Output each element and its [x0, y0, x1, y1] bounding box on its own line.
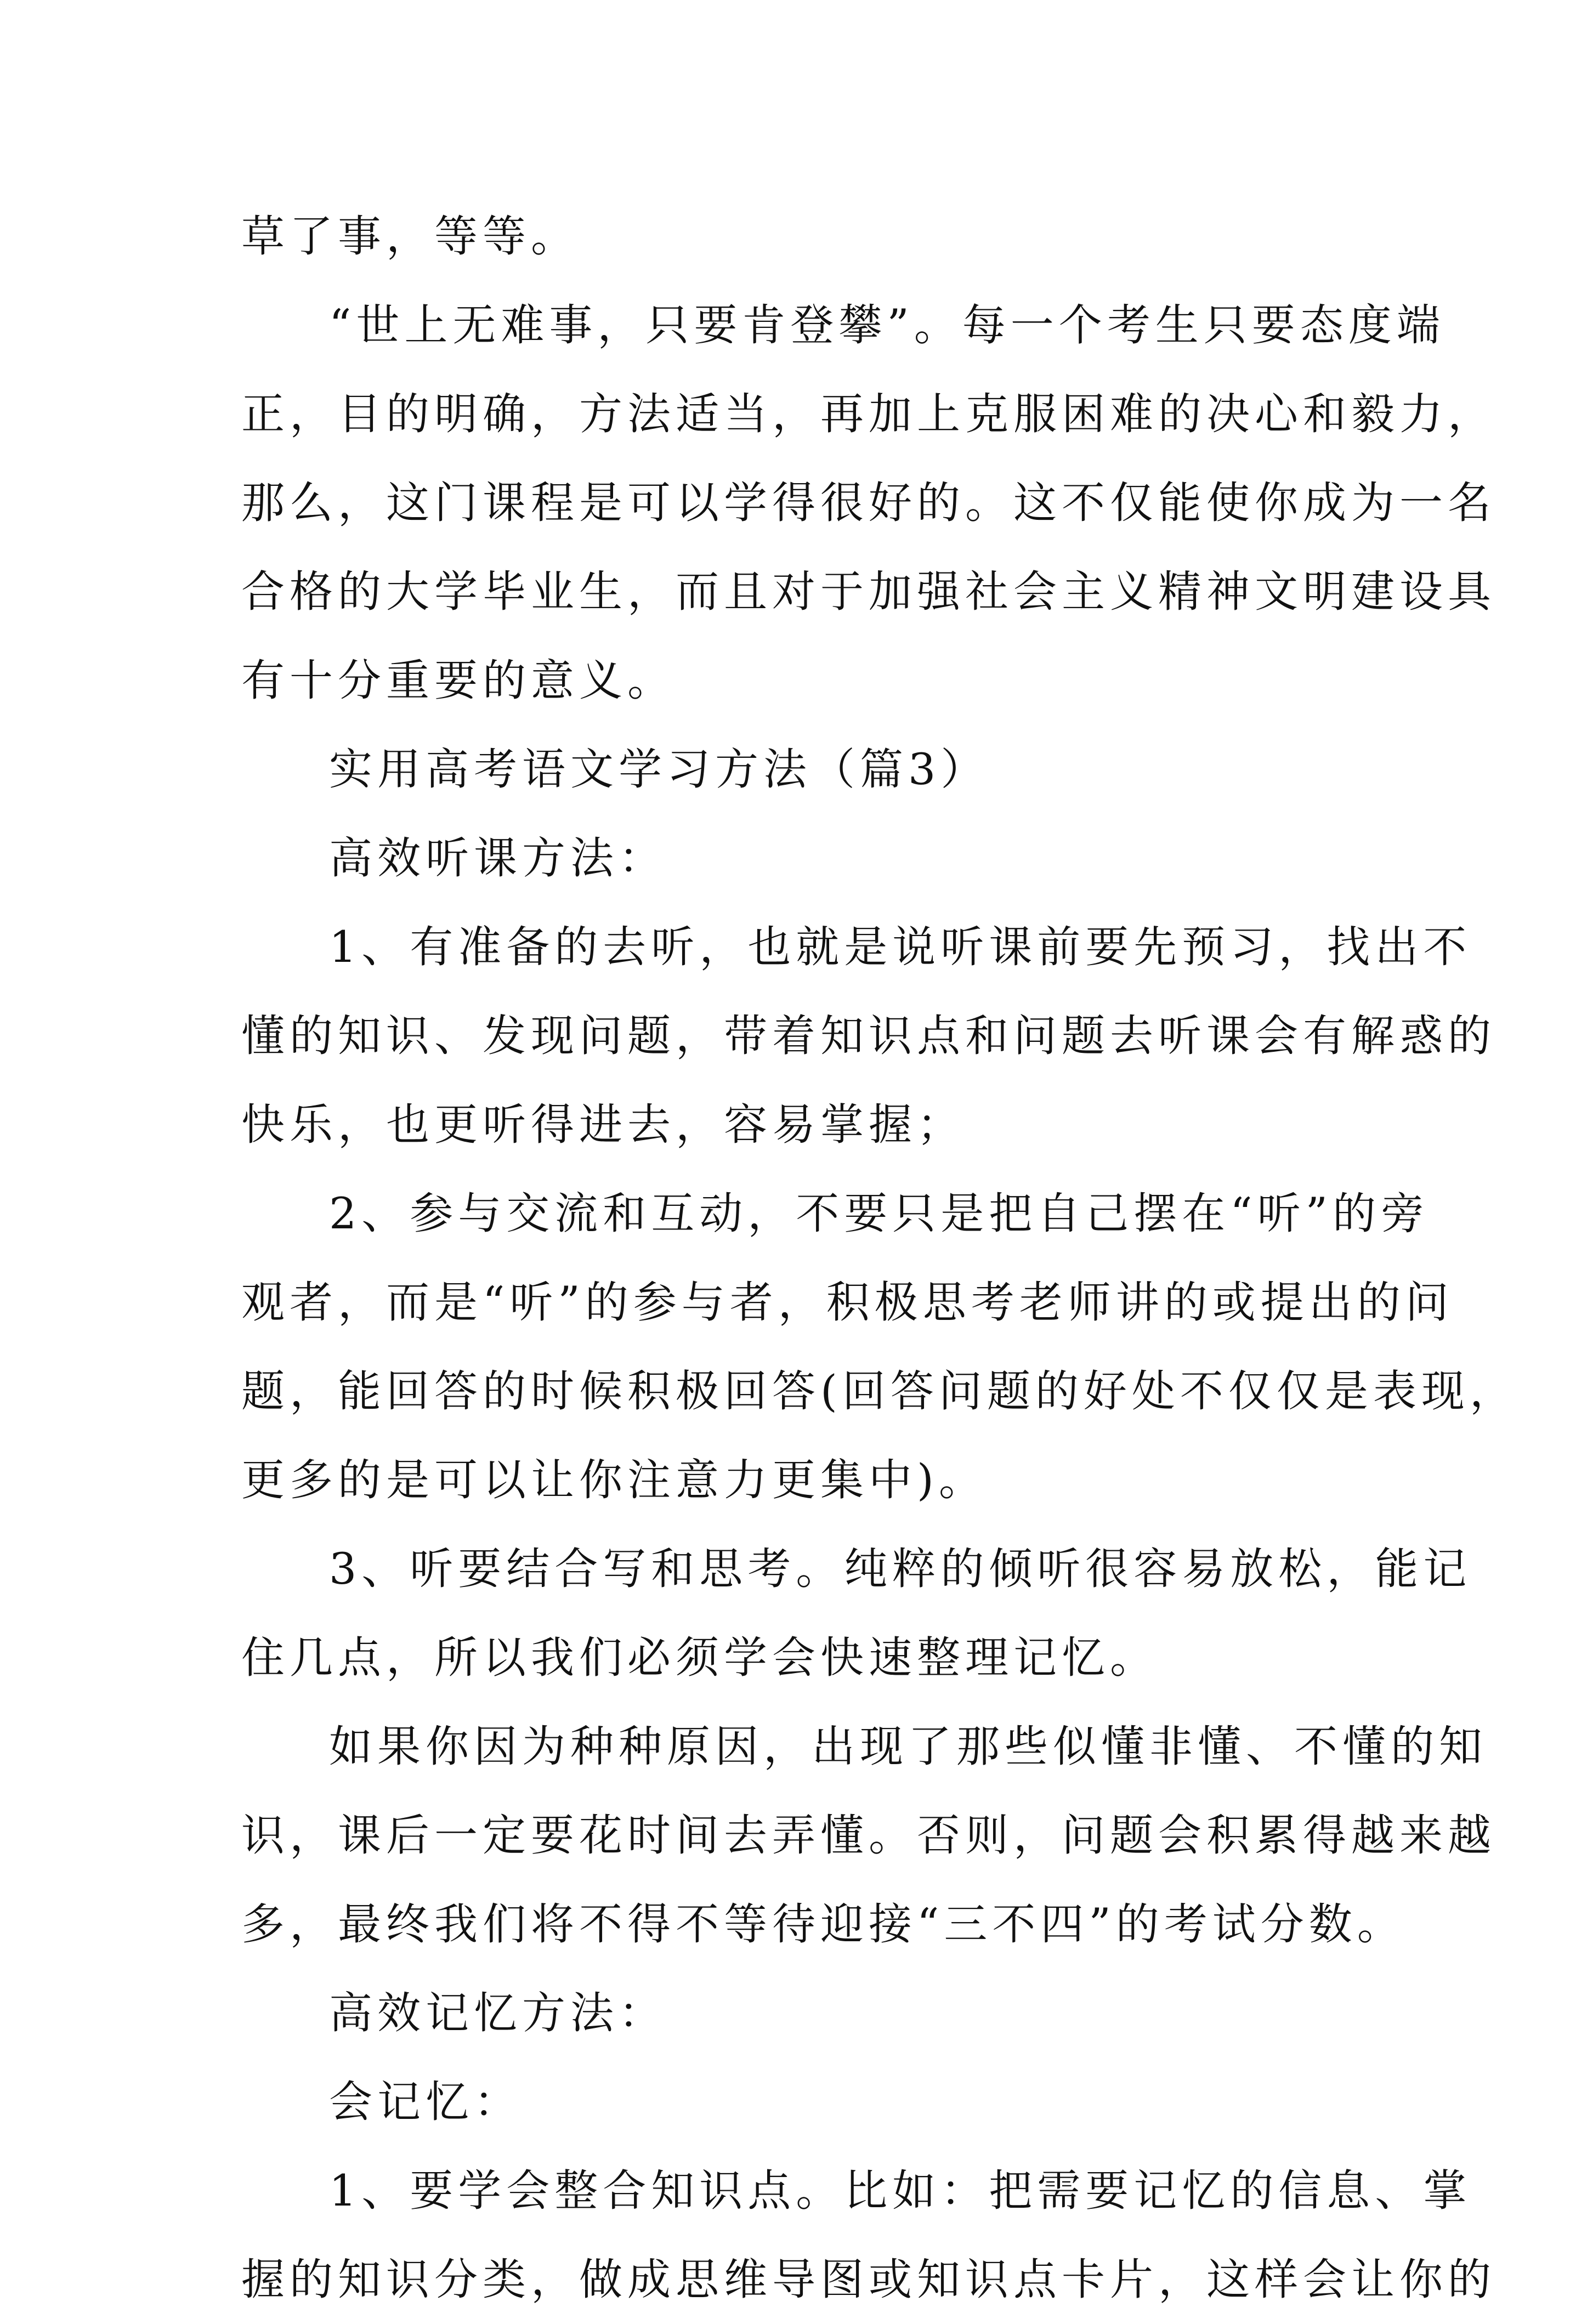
text-line: 3、听要结合写和思考。纯粹的倾听很容易放松，能记	[329, 1544, 1472, 1594]
text-line: 识，课后一定要花时间去弄懂。否则，问题会积累得越来越	[241, 1810, 1496, 1861]
subheading-memory-method	[241, 1969, 1360, 2057]
text-line: 1、有准备的去听，也就是说听课前要先预习，找出不	[329, 922, 1472, 972]
list-item-1-integrate	[241, 2146, 1496, 2324]
text-line: 如果你因为种种原因，出现了那些似懂非懂、不懂的知	[329, 1721, 1487, 1772]
paragraph-continuation	[241, 192, 1360, 281]
list-item-2-interaction	[241, 1169, 1518, 1524]
text-line: 正，目的明确，方法适当，再加上克服困难的决心和毅力，	[241, 389, 1496, 439]
subheading-listening-method	[241, 814, 1360, 903]
paragraph-quote-conclusion	[241, 281, 1496, 725]
list-item-1-preparation	[241, 903, 1496, 1169]
text-line: 懂的知识、发现问题，带着知识点和问题去听课会有解惑的	[241, 1011, 1496, 1061]
paragraph-after-class	[241, 1702, 1496, 1969]
text-line: 住几点，所以我们必须学会快速整理记忆。	[241, 1633, 1158, 1683]
subheading: 会记忆：	[329, 2077, 522, 2127]
document-page	[241, 192, 1518, 2324]
text-line: 1、要学会整合知识点。比如：把需要记忆的信息、掌	[329, 2166, 1472, 2216]
list-item-3-writing-thinking	[241, 1524, 1472, 1702]
text-line: 2、参与交流和互动，不要只是把自己摆在“听”的旁	[329, 1188, 1430, 1239]
text-line: 观者，而是“听”的参与者，积极思考老师讲的或提出的问	[241, 1277, 1454, 1328]
subheading-memorize	[241, 2057, 1360, 2146]
text-line: 握的知识分类，做成思维导图或知识点卡片，这样会让你的	[241, 2254, 1496, 2305]
section-title: 实用高考语文学习方法（篇3）	[329, 744, 989, 795]
text-line: 草了事，等等。	[241, 211, 579, 262]
text-line: 那么，这门课程是可以学得很好的。这不仅能使你成为一名	[241, 478, 1496, 528]
section-heading	[241, 725, 1360, 814]
text-line: “世上无难事，只要肯登攀”。每一个考生只要态度端	[329, 300, 1445, 350]
subheading: 高效记忆方法：	[329, 1988, 667, 2038]
text-line: 合格的大学毕业生，而且对于加强社会主义精神文明建设具	[241, 566, 1496, 617]
text-line: 有十分重要的意义。	[241, 655, 676, 706]
text-line: 快乐，也更听得进去，容易掌握；	[241, 1099, 965, 1150]
text-line: 更多的是可以让你注意力更集中)。	[241, 1455, 987, 1505]
text-line: 题，能回答的时候积极回答(回答问题的好处不仅仅是表现，	[241, 1366, 1518, 1416]
text-line: 多，最终我们将不得不等待迎接“三不四”的考试分数。	[241, 1899, 1405, 1949]
subheading: 高效听课方法：	[329, 833, 667, 883]
